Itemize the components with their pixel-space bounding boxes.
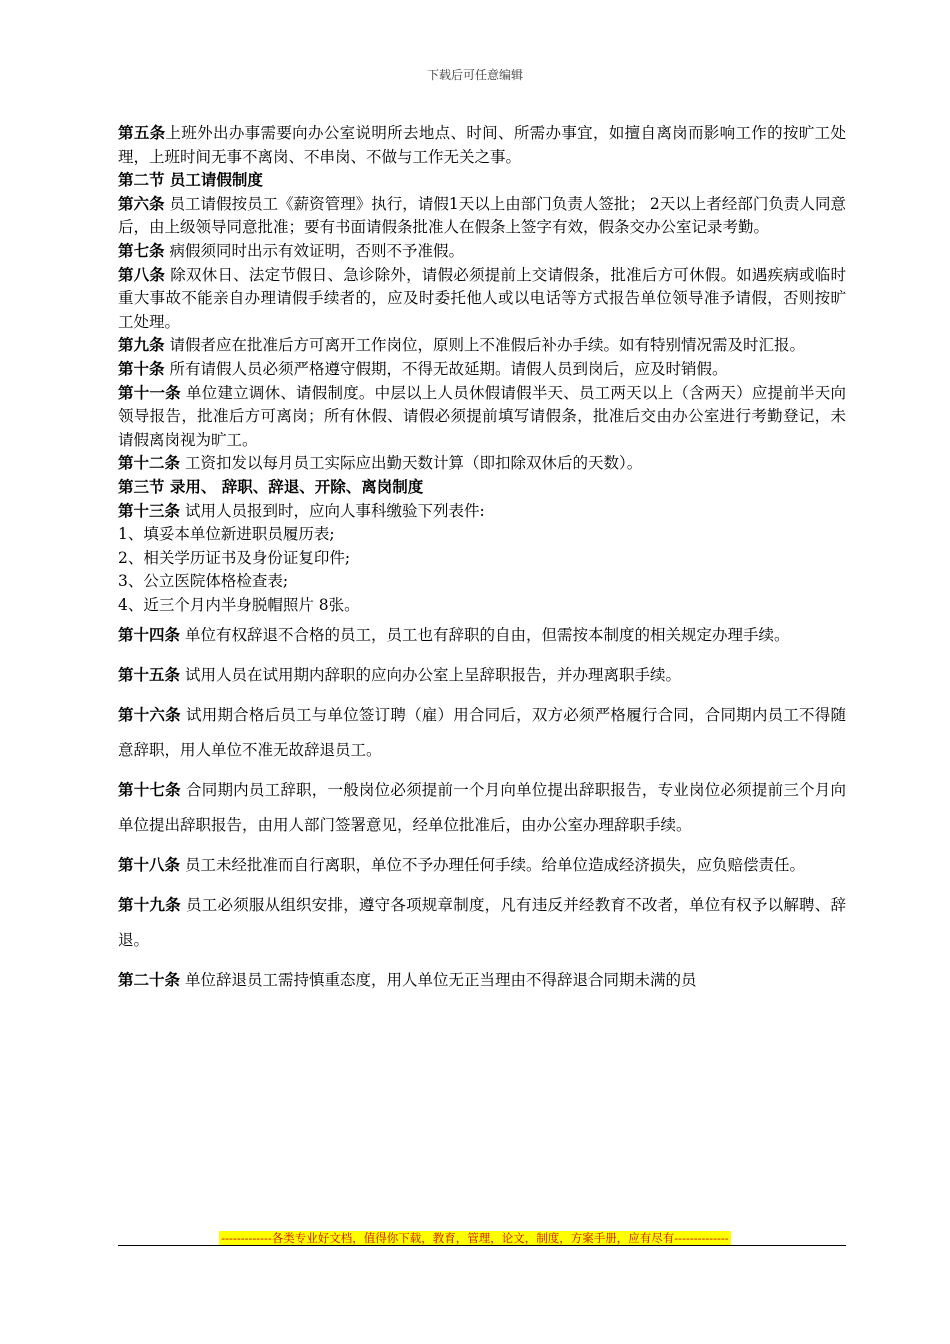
section-heading-3: 第三节 录用、 辞职、辞退、开除、离岗制度 (118, 477, 424, 496)
article-6 (118, 193, 846, 240)
article-12 (118, 452, 846, 476)
list-item: 2、相关学历证书及身份证复印件; (118, 548, 351, 567)
article-label: 第七条 (118, 241, 165, 260)
article-text: 员工必须服从组织安排，遵守各项规章制度，凡有违反并经教育不改者，单位有权予以解聘、辞退。 (118, 896, 846, 950)
article-text: 除双休日、法定节假日、急诊除外，请假必须提前上交请假条，批准后方可休假。如遇疾病或临时重大事故不能亲自办理请假手续者的，应及时委托他人或以电话等方式报告单位领导准予请假，否则按旷工处理。 (118, 265, 846, 331)
document-body (118, 122, 846, 998)
footer-banner (150, 1227, 800, 1246)
article-5 (118, 122, 846, 169)
article-19 (118, 887, 846, 958)
section-heading-2: 第二节 员工请假制度 (118, 171, 263, 190)
article-label: 第十一条 (118, 383, 181, 402)
article-label: 第十四条 (118, 625, 181, 645)
article-label: 第十二条 (118, 454, 181, 473)
article-text: 所有请假人员必须严格遵守假期，不得无故延期。请假人员到岗后，应及时销假。 (164, 359, 728, 378)
article-label: 第十八条 (118, 855, 181, 875)
footer-banner-text: -------------各类专业好文档，值得你下载，教育，管理，论文，制度，方案手册，应有尽有-------------- (221, 1231, 729, 1245)
article-text: 请假者应在批准后方可离开工作岗位，原则上不准假后补办手续。如有特别情况需及时汇报。 (164, 336, 805, 355)
article-label: 第八条 (118, 265, 166, 284)
article-text: 试用人员报到时，应向人事科缴验下列表件: (180, 501, 485, 520)
article-label: 第十三条 (118, 501, 181, 520)
article-label: 第十七条 (118, 780, 181, 800)
article-text: 单位建立调休、请假制度。中层以上人员休假请假半天、员工两天以上（含两天）应提前半天向领导报告，批准后方可离岗；所有休假、请假必须提前填写请假条，批准后交由办公室进行考勤登记，未请假离岗视为旷工。 (118, 383, 846, 449)
list-item: 1、填妥本单位新进职员履历表; (118, 525, 335, 544)
page-header-note: 下载后可任意编辑 (426, 68, 523, 82)
article-text: 上班外出办事需要向办公室说明所去地点、时间、所需办事宜，如擅自离岗而影响工作的按旷工处理，上班时间无事不离岗、不串岗、不做与工作无关之事。 (118, 124, 846, 166)
article-18 (118, 847, 846, 883)
article-text: 单位有权辞退不合格的员工，员工也有辞职的自由，但需按本制度的相关规定办理手续。 (180, 626, 790, 645)
list-item: 4、近三个月内半身脱帽照片 8张。 (118, 595, 360, 614)
article-label: 第九条 (118, 336, 165, 355)
article-text: 员工未经批准而自行离职，单位不予办理任何手续。给单位造成经济损失，应负赔偿责任。 (180, 856, 805, 875)
article-label: 第二十条 (118, 970, 181, 990)
article-label: 第十五条 (118, 665, 181, 685)
article-10 (118, 358, 846, 382)
article-text: 合同期内员工辞职，一般岗位必须提前一个月向单位提出辞职报告，专业岗位必须提前三个月向单位提出辞职报告，由用人部门签署意见，经单位批准后，由办公室办理辞职手续。 (118, 781, 846, 835)
article-text: 员工请假按员工《薪资管理》执行，请假1天以上由部门负责人签批； 2天以上者经部门负责人同意后，由上级领导同意批准；要有书面请假条批准人在假条上签字有效，假条交办公室记录考勤。 (118, 194, 846, 237)
article-16 (118, 697, 846, 768)
article-13 (118, 500, 846, 524)
article-text: 试用期合格后员工与单位签订聘（雇）用合同后，双方必须严格履行合同，合同期内员工不得随意辞职，用人单位不准无故辞退员工。 (118, 706, 846, 760)
article-7 (118, 240, 846, 264)
list-item: 3、公立医院体格检查表; (118, 572, 289, 591)
article-text: 试用人员在试用期内辞职的应向办公室上呈辞职报告，并办理离职手续。 (180, 666, 681, 685)
article-9 (118, 334, 846, 358)
article-15 (118, 657, 846, 693)
article-label: 第十条 (118, 359, 165, 378)
article-label: 第五条 (118, 124, 166, 142)
article-14 (118, 617, 846, 653)
article-11 (118, 382, 846, 453)
footer-divider (118, 1245, 846, 1246)
article-label: 第六条 (118, 194, 165, 213)
article-8 (118, 264, 846, 335)
article-label: 第十六条 (118, 705, 181, 725)
article-17 (118, 772, 846, 843)
article-text: 病假须同时出示有效证明，否则不予准假。 (164, 241, 464, 260)
article-text: 单位辞退员工需持慎重态度，用人单位无正当理由不得辞退合同期未满的员 (180, 971, 697, 990)
article-text: 工资扣发以每月员工实际应出勤天数计算（即扣除双休后的天数）。 (180, 454, 643, 473)
article-label: 第十九条 (118, 895, 181, 915)
article-20 (118, 962, 846, 998)
